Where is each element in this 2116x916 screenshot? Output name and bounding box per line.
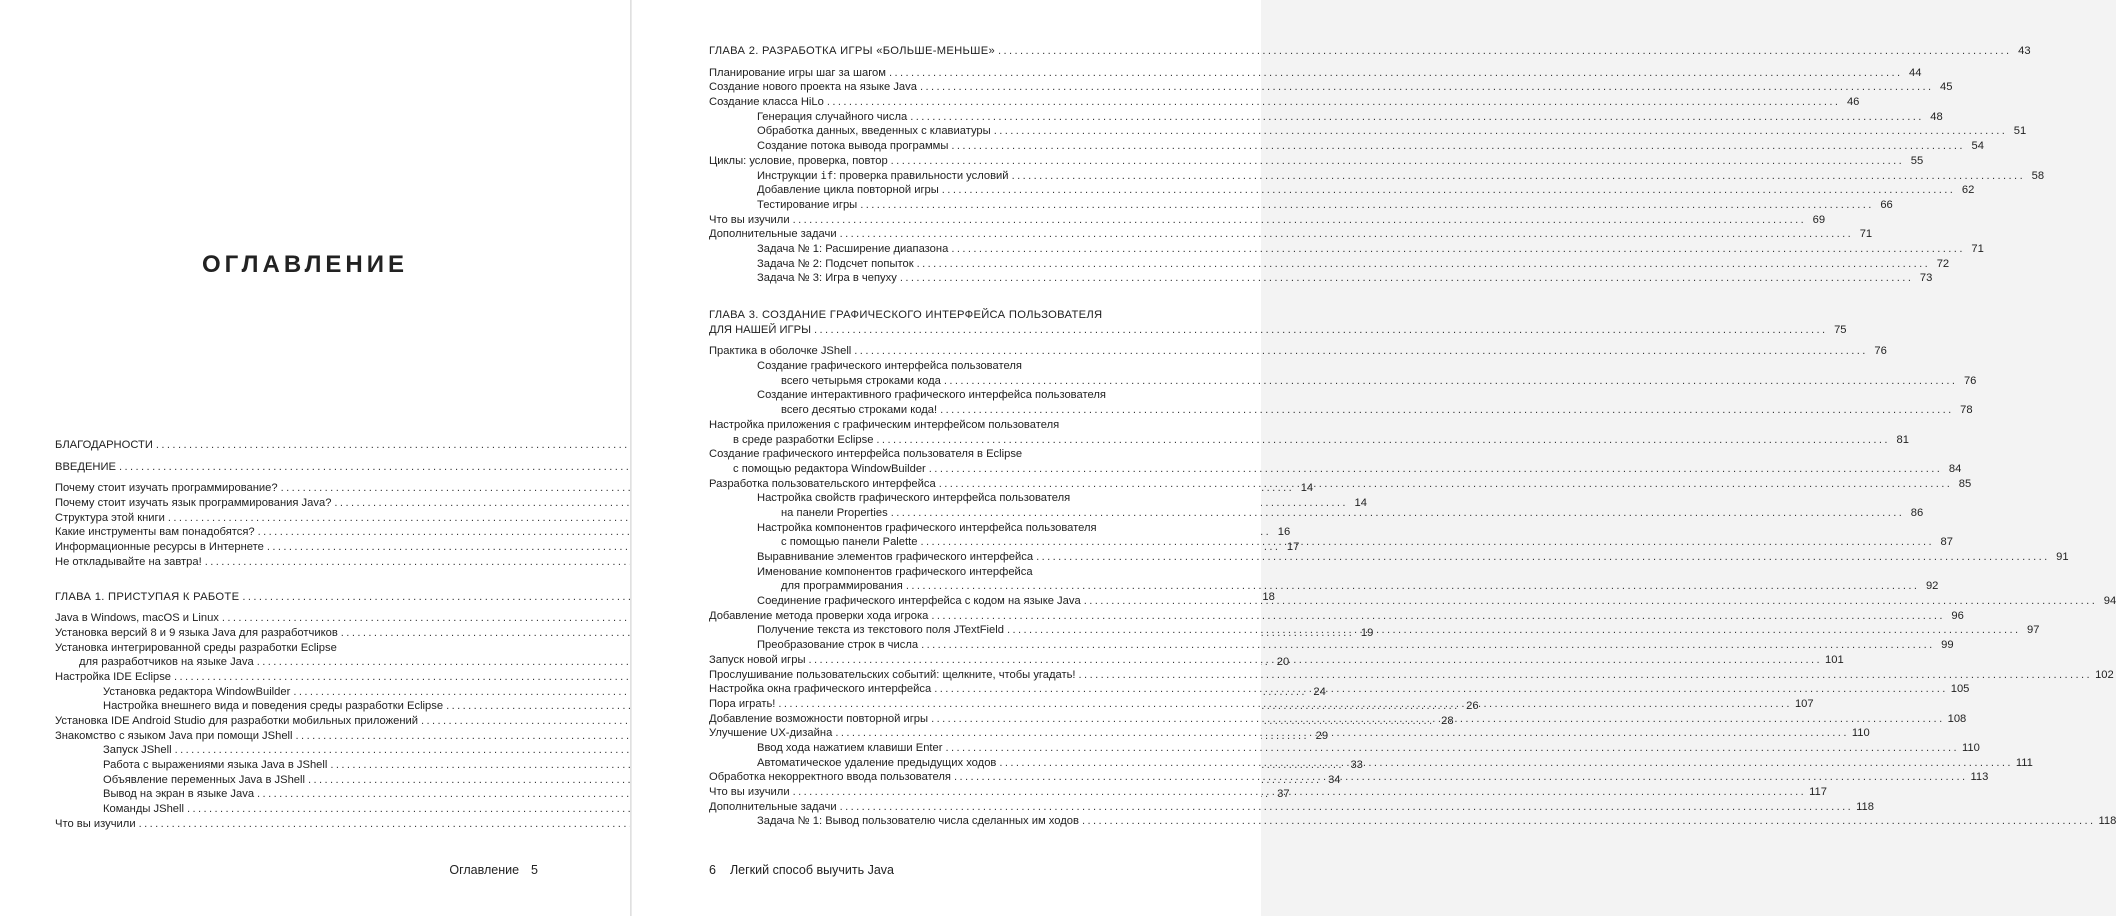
toc-entry-title: Планирование игры шаг за шагом <box>709 66 886 79</box>
toc-entry-title: для программирования <box>781 580 903 593</box>
toc-entry <box>55 670 549 685</box>
toc-entry-page-number: 97 <box>2027 624 2040 637</box>
toc-entry-page-number: 101 <box>1825 653 1844 666</box>
toc-entry-title: Что вы изучили <box>709 213 790 226</box>
toc-entry-page-number: 94 <box>2103 595 2116 608</box>
dot-leader <box>951 139 1965 154</box>
toc-entry <box>709 139 1984 154</box>
page-footer-right <box>709 863 894 877</box>
toc-entry <box>709 374 1977 389</box>
toc-entry-title: Задача № 3: Игра в чепуху <box>757 272 897 285</box>
dot-leader <box>1082 814 2096 829</box>
dot-leader <box>939 477 1953 492</box>
toc-entry-page-number: 71 <box>1859 228 1873 241</box>
toc-entry-page-number: 84 <box>1948 462 1962 475</box>
dot-leader <box>910 110 1924 125</box>
toc-entry-title: Настройка приложения с графическим интерфейсом пользователя <box>709 418 1060 431</box>
toc-entry-page-number: 34 <box>1328 773 1341 786</box>
dot-leader <box>827 95 1841 110</box>
dot-leader <box>889 66 1903 81</box>
toc-entry-page-number: 54 <box>1971 140 1984 153</box>
toc-entry-title: Генерация случайного числа <box>757 110 908 123</box>
toc-entry <box>709 66 1922 81</box>
toc-entry-title: Установка версий 8 и 9 языка Java для разработчиков <box>55 626 338 639</box>
toc-entry-page-number: 29 <box>1315 729 1329 742</box>
toc-entry-title: Запуск JShell <box>103 744 172 757</box>
toc-entry <box>709 668 2114 683</box>
toc-entry-page-number: 20 <box>1276 656 1290 669</box>
toc-entry <box>709 257 1950 272</box>
toc-entry-page-number: 110 <box>1962 741 1980 754</box>
toc-entry-title: Инструкции if: проверка правильности условий <box>757 169 1009 182</box>
dot-leader <box>931 609 1945 624</box>
toc-entry <box>55 802 549 817</box>
dot-leader <box>876 433 1890 448</box>
toc-entry-title: Что вы изучили <box>55 817 136 830</box>
toc-entry-title: Дополнительные задачи <box>709 228 837 241</box>
dot-leader <box>793 213 1807 228</box>
toc-entry-title: Добавление возможности повторной игры <box>709 712 929 725</box>
toc-entry-title: в среде разработки Eclipse <box>733 433 874 446</box>
toc-entry-title: Команды JShell <box>103 803 184 816</box>
toc-entry <box>709 183 1975 198</box>
toc-entry-title: Информационные ресурсы в Интернете <box>55 541 264 554</box>
toc-entry-page-number: 62 <box>1961 184 1975 197</box>
dot-leader <box>945 741 1959 756</box>
toc-entry-page-number: 76 <box>1874 345 1887 358</box>
toc-entry-title: Тестирование игры <box>757 198 858 211</box>
toc-entry <box>709 124 2027 139</box>
toc-entry-page-number: 24 <box>1313 685 1326 698</box>
dot-leader <box>891 154 1905 169</box>
toc-entry <box>55 641 549 656</box>
dot-leader <box>929 462 1943 477</box>
dot-leader <box>998 44 2012 59</box>
dot-leader <box>944 374 1958 389</box>
toc-entry-page-number: 58 <box>2031 169 2045 182</box>
toc-entry-title: Преобразование строк в числа <box>757 639 919 652</box>
toc-entry-title: Запуск новой игры <box>709 653 806 666</box>
toc-entry-page-number: 111 <box>2015 756 2033 769</box>
toc-entry <box>709 80 1953 95</box>
toc-entry <box>709 609 1964 624</box>
toc-entry-title: Пора играть! <box>709 697 776 710</box>
toc-entry-page-number: 107 <box>1794 697 1814 710</box>
dot-leader <box>778 697 1792 712</box>
toc-entry-page-number: 33 <box>1350 759 1363 772</box>
dot-leader <box>814 323 1828 338</box>
toc-entry-title: Практика в оболочке JShell <box>709 345 852 358</box>
dot-leader <box>920 80 1934 95</box>
toc-entry-title: всего десятью строками кода! <box>781 404 938 417</box>
toc-entry-title: ГЛАВА 1. ПРИСТУПАЯ К РАБОТЕ <box>55 590 240 603</box>
toc-entry-page-number: 55 <box>1910 154 1924 167</box>
toc-entry-title: Задача № 2: Подсчет попыток <box>757 257 914 270</box>
toc-entry-title: Создание графического интерфейса пользователя <box>757 360 1022 373</box>
dot-leader <box>900 271 1914 286</box>
toc-entry-title: Установка редактора WindowBuilder <box>103 685 291 698</box>
toc-entry-title: ВВЕДЕНИЕ <box>55 460 117 473</box>
toc-entry <box>55 460 549 475</box>
toc-entry-page-number: 75 <box>1834 323 1847 336</box>
dot-leader <box>942 183 1956 198</box>
toc-entry-page-number: 71 <box>1971 242 1984 255</box>
toc-entry-page-number: 92 <box>1925 580 1939 593</box>
toc-entry <box>709 110 1943 125</box>
toc-entry <box>709 242 1984 257</box>
toc-entry-title: Какие инструменты вам понадобятся? <box>55 526 255 539</box>
toc-entry <box>709 213 1826 228</box>
toc-entry-title: Java в Windows, macOS и Linux <box>55 612 219 625</box>
dot-leader <box>994 124 2008 139</box>
toc-entry-title: БЛАГОДАРНОСТИ <box>55 439 153 451</box>
dot-leader <box>1079 668 2093 683</box>
footer-label: Легкий способ выучить Java <box>729 863 895 877</box>
toc-entry-title: с помощью панели Palette <box>781 536 918 549</box>
toc-entry-page-number: 113 <box>1970 771 1989 784</box>
toc-entry <box>709 550 2069 565</box>
dot-leader <box>840 800 1854 815</box>
toc-entry-title: Обработка некорректного ввода пользователя <box>709 771 951 784</box>
toc-entry-page-number: 76 <box>1963 374 1977 387</box>
toc-entry-page-number: 45 <box>1940 81 1953 94</box>
dot-leader <box>931 712 1945 727</box>
toc-entry-page-number: 72 <box>1936 257 1950 270</box>
toc-entry <box>55 817 549 832</box>
toc-entry-page-number: 14 <box>1354 497 1367 510</box>
toc-entry-title: Прослушивание пользовательских событий: щелкните, чтобы угадать! <box>709 668 1076 681</box>
toc-entry <box>709 323 1847 338</box>
toc-entry-title: Соединение графического интерфейса с кодом на языке Java <box>757 595 1081 608</box>
toc-entry-title: с помощью редактора WindowBuilder <box>733 462 926 475</box>
toc-entry <box>709 447 1239 462</box>
toc-entry-title: Получение текста из текстового поля JTextField <box>757 624 1004 637</box>
toc-entry-page-number: 17 <box>1286 541 1300 554</box>
toc-entry-title: Создание графического интерфейса пользователя в Eclipse <box>709 448 1023 461</box>
toc-entry-page-number: 69 <box>1812 213 1826 226</box>
toc-entry-page-number: 28 <box>1441 715 1454 727</box>
toc-entry-title: Разработка пользовательского интерфейса <box>709 477 936 490</box>
toc-entry-page-number: 105 <box>1950 683 1970 696</box>
toc-entry <box>709 344 1887 359</box>
toc-entry-title: Структура этой книги <box>55 511 165 524</box>
footer-page-number: 6 <box>709 863 716 877</box>
toc-entry <box>709 154 1924 169</box>
toc-entry-page-number: 19 <box>1360 626 1374 639</box>
toc-entry-title: Настройка свойств графического интерфейса пользователя <box>757 492 1071 505</box>
toc-entry-title: Задача № 1: Расширение диапазона <box>757 242 949 255</box>
toc-entry-title: для разработчиков на языке Java <box>79 656 254 669</box>
toc-entry-title: ГЛАВА 3. СОЗДАНИЕ ГРАФИЧЕСКОГО ИНТЕРФЕЙСА ПОЛЬЗОВАТЕЛЯ <box>709 309 1103 321</box>
dot-leader <box>951 242 1965 257</box>
toc-entry-title: Объявление переменных Java в JShell <box>103 773 305 786</box>
toc-entry-page-number: 91 <box>2056 551 2069 563</box>
toc-entry <box>709 271 1933 286</box>
toc-entry <box>709 388 1239 403</box>
toc-entry-page-number: 110 <box>1851 727 1870 740</box>
toc-entry-title: Дополнительные задачи <box>709 800 837 813</box>
toc-entry <box>55 611 549 626</box>
page-footer-left <box>449 863 550 877</box>
toc-entry-page-number: 66 <box>1880 198 1893 211</box>
toc-entry <box>709 579 1939 594</box>
dot-leader <box>793 785 1807 800</box>
dot-leader <box>809 653 1823 668</box>
toc-entry-page-number: 46 <box>1846 96 1860 109</box>
toc-entry <box>709 359 1239 374</box>
toc-entry <box>709 741 1980 756</box>
toc-entry-title: Автоматическое удаление предыдущих ходов <box>757 756 997 769</box>
toc-entry <box>55 511 549 526</box>
toc-entry-page-number: 99 <box>1941 639 1954 652</box>
toc-entry-title: Улучшение UX-дизайна <box>709 727 833 740</box>
toc-entry-title: Создание класса HiLo <box>709 96 824 109</box>
toc-entry <box>709 418 1239 433</box>
toc-entry <box>709 95 1860 110</box>
toc-entry <box>709 800 1874 815</box>
toc-entry-page-number: 96 <box>1951 609 1964 622</box>
toc-entry-title: ДЛЯ НАШЕЙ ИГРЫ <box>709 323 811 336</box>
toc-entry-page-number: 102 <box>2095 668 2114 681</box>
toc-entry <box>55 555 549 570</box>
toc-entry <box>55 743 549 758</box>
toc-entry-title: ГЛАВА 2. РАЗРАБОТКА ИГРЫ «БОЛЬШЕ-МЕНЬШЕ» <box>709 45 996 57</box>
toc-entry-title: Настройка окна графического интерфейса <box>709 683 932 696</box>
toc-entry-title: Создание интерактивного графического интерфейса пользователя <box>757 389 1106 402</box>
toc-entry <box>55 438 549 453</box>
dot-leader <box>1012 169 2026 184</box>
toc-entry-title: Настройка компонентов графического интерфейса пользователя <box>757 521 1097 534</box>
toc-entry-title: Вывод на экран в языке Java <box>103 788 255 801</box>
toc-entry <box>709 44 2031 59</box>
toc-entry <box>709 169 2045 184</box>
toc-entry-page-number: 43 <box>2018 45 2031 57</box>
page-title: ОГЛАВЛЕНИЕ <box>201 251 409 278</box>
dot-leader <box>840 227 1854 242</box>
toc-entry-page-number: 85 <box>1958 477 1972 490</box>
toc-entry <box>709 565 1239 580</box>
dot-leader <box>1084 594 2098 609</box>
dot-leader <box>999 756 2013 771</box>
toc-entry-page-number: 48 <box>1930 110 1943 123</box>
dot-leader <box>835 726 1849 741</box>
dot-leader <box>917 257 1931 272</box>
toc-entry-page-number: 81 <box>1896 433 1909 446</box>
toc-entry-page-number: 87 <box>1940 536 1953 549</box>
toc-entry <box>709 462 1962 477</box>
dot-leader <box>860 198 1874 213</box>
toc-entry-title: Циклы: условие, проверка, повтор <box>709 154 888 167</box>
toc-entry <box>709 638 1954 653</box>
toc-entry-title: всего четырьмя строками кода <box>781 374 941 387</box>
toc-entry-page-number: 118 <box>2098 815 2116 828</box>
footer-page-number: 5 <box>531 863 538 877</box>
dot-leader <box>920 535 1934 550</box>
toc-entry-page-number: 86 <box>1910 506 1924 519</box>
toc-entry <box>709 433 1909 448</box>
toc-entry-page-number: 78 <box>1960 404 1973 417</box>
toc-entry <box>709 403 1973 418</box>
toc-entry-title: Добавление метода проверки хода игрока <box>709 609 929 622</box>
toc-entry-title: Не откладывайте на завтра! <box>55 555 202 568</box>
toc-entry-title: Работа с выражениями языка Java в JShell <box>103 759 328 772</box>
toc-entry-page-number: 37 <box>1277 788 1290 801</box>
toc-entry <box>709 491 1239 506</box>
toc-entry <box>709 506 1924 521</box>
toc-entry-page-number: 16 <box>1277 526 1291 539</box>
toc-entry <box>709 227 1873 242</box>
footer-label: Оглавление <box>449 863 520 877</box>
toc-entry-page-number: 18 <box>1262 590 1275 603</box>
toc-entry-page-number: 108 <box>1947 712 1967 725</box>
dot-leader <box>921 638 1935 653</box>
toc-entry-title: Почему стоит изучать программирование? <box>55 482 278 495</box>
toc-entry-title: Настройка внешнего вида и поведения среды разработки Eclipse <box>103 700 444 713</box>
toc-entry-title: Создание потока вывода программы <box>757 140 949 153</box>
toc-entry <box>709 308 1239 323</box>
dot-leader <box>954 770 1968 785</box>
toc-entry-title: Именование компонентов графического интерфейса <box>757 565 1033 578</box>
toc-entry-title: Установка IDE Android Studio для разработки мобильных приложений <box>55 715 419 727</box>
dot-leader <box>854 344 1868 359</box>
toc-entry <box>709 814 2116 829</box>
toc-entry-title: Обработка данных, введенных с клавиатуры <box>757 125 991 138</box>
toc-entry-page-number: 117 <box>1809 786 1827 798</box>
toc-entry-title: на панели Properties <box>781 506 888 519</box>
toc-entry-title: Выравнивание элементов графического интерфейса <box>757 551 1034 563</box>
toc-entry <box>709 198 1893 213</box>
dot-leader <box>940 403 1954 418</box>
toc-entry-title: Что вы изучили <box>709 786 790 798</box>
toc-entry-page-number: 26 <box>1466 700 1479 713</box>
toc-entry-page-number: 44 <box>1909 66 1922 79</box>
toc-entry-title: Настройка IDE Eclipse <box>55 670 172 683</box>
toc-entry-title: Добавление цикла повторной игры <box>757 184 939 197</box>
toc-entry-page-number: 118 <box>1856 800 1874 813</box>
toc-entry-page-number: 73 <box>1919 272 1933 285</box>
dot-leader <box>891 506 1905 521</box>
dot-leader <box>1007 623 2021 638</box>
toc-entry-title: Ввод хода нажатием клавиши Enter <box>757 741 943 754</box>
toc-entry-title: Знакомство с языком Java при помощи JShell <box>55 729 293 742</box>
toc-entry-page-number: 51 <box>2013 125 2027 138</box>
toc-entry-page-number: 14 <box>1300 482 1314 495</box>
toc-entry-title: Задача № 1: Вывод пользователю числа сделанных им ходов <box>757 815 1079 828</box>
dot-leader <box>934 682 1948 697</box>
toc-entry-title: Установка интегрированной среды разработки Eclipse <box>55 641 337 654</box>
toc-entry <box>709 521 1239 536</box>
dot-leader <box>1036 550 2050 565</box>
toc-entry-title: Почему стоит изучать язык программирования Java? <box>55 497 332 510</box>
dot-leader <box>906 579 1920 594</box>
toc-entry-title: Создание нового проекта на языке Java <box>709 81 917 94</box>
